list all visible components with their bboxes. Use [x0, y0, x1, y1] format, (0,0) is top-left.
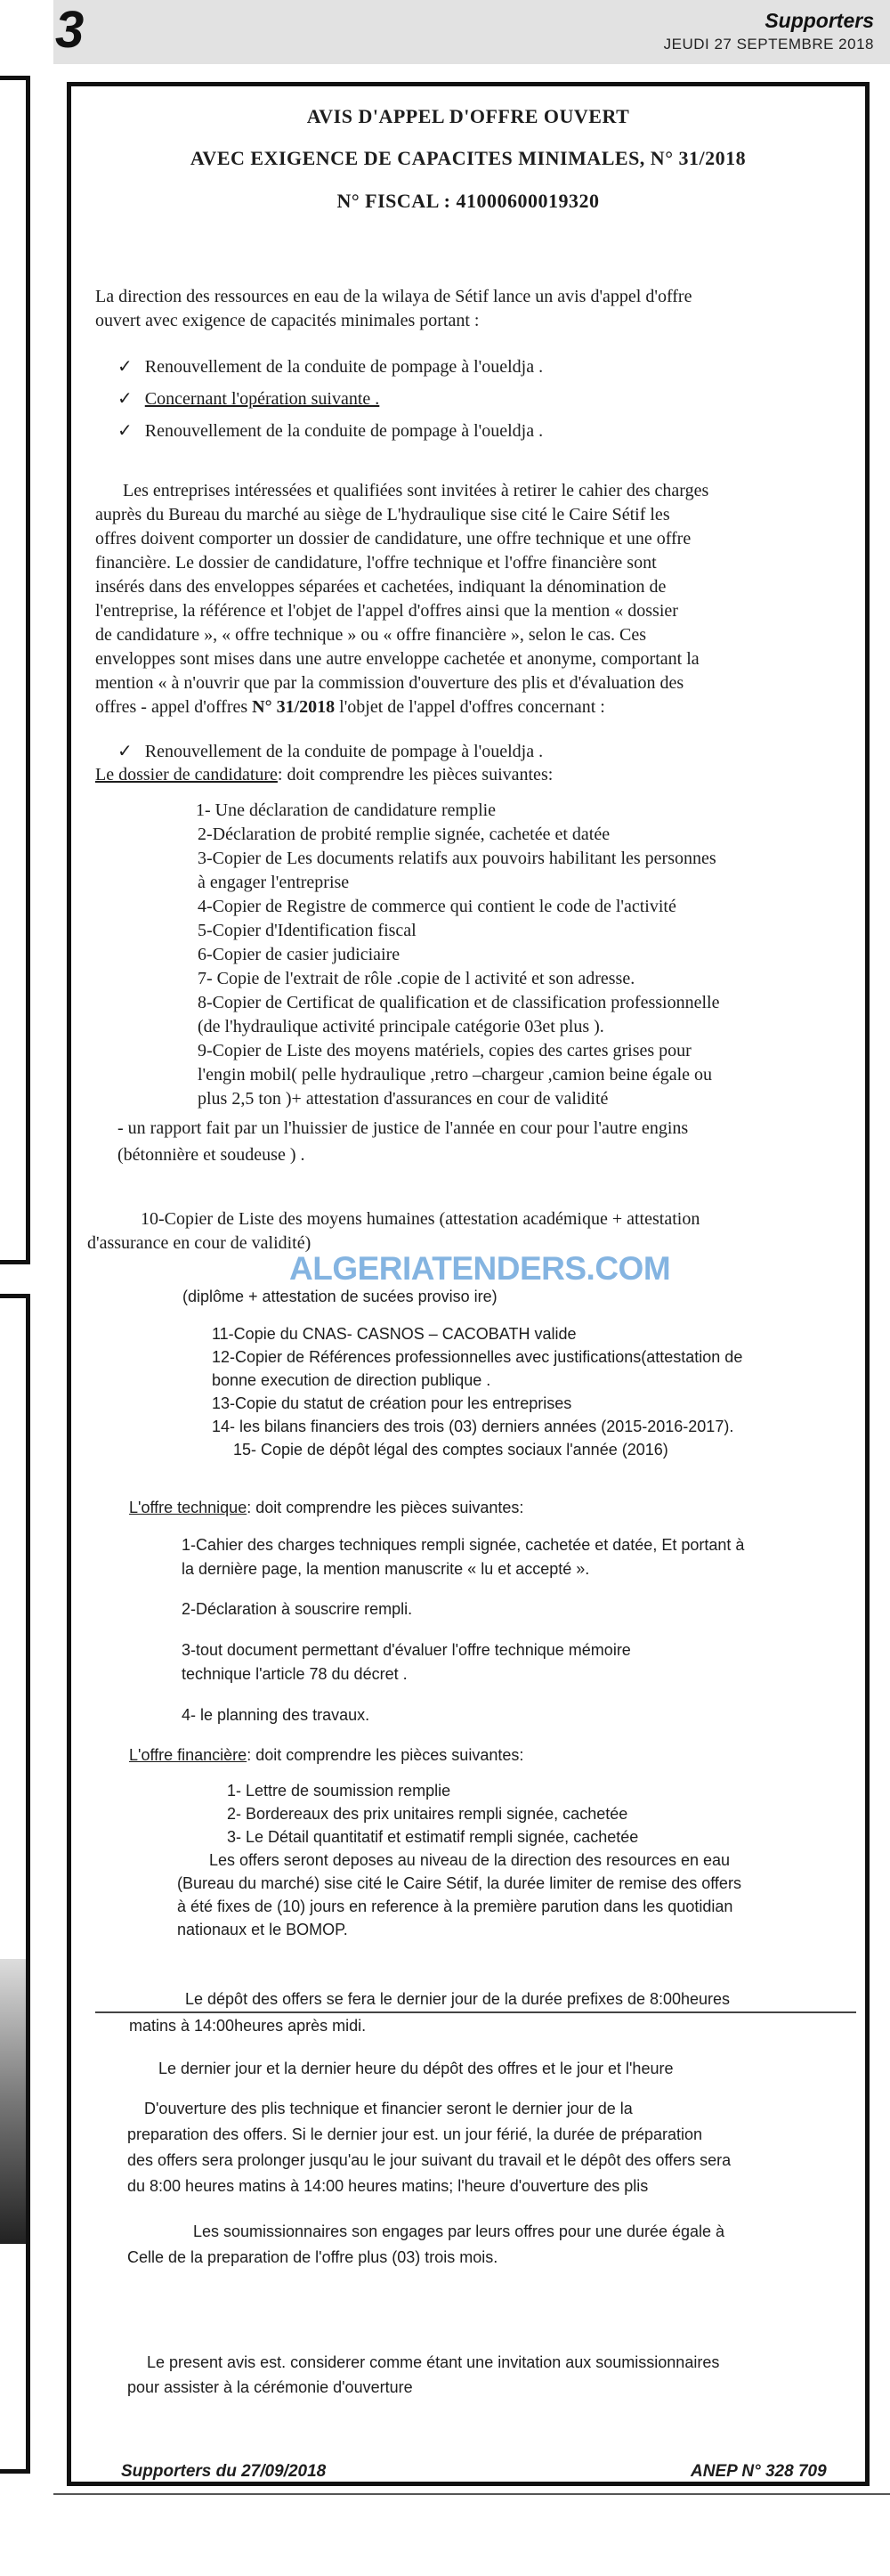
list-item: 3-Copier de Les documents relatifs aux pouvoirs habilitant les personnes: [198, 849, 716, 868]
ouverture-line: des offers sera prolonger jusqu'au le jour suivant du travail et le dépôt des offers sera: [127, 2151, 732, 2169]
footer-publication: Supporters du 27/09/2018: [116, 2462, 331, 2482]
list-item: à engager l'entreprise: [198, 873, 350, 892]
list-item: 11-Copie du CNAS- CASNOS – CACOBATH valide: [212, 1325, 577, 1343]
item-10-line-2: d'assurance en cour de validité): [87, 1233, 312, 1253]
deposit-line: nationaux et le BOMOP.: [177, 1921, 348, 1938]
soumission-line-1: Les soumissionnaires son engages par leurs offres pour une durée égale à: [193, 2223, 725, 2240]
adjacent-ad-frame-bottom: [0, 1294, 30, 2474]
watermark: ALGERIATENDERS.COM: [289, 1250, 671, 1287]
list-item: 4-Copier de Registre de commerce qui contient le code de l'activité: [198, 897, 676, 916]
para-line: mention « à n'ouvrir que par la commission d'ouverture des plis et d'évaluation des: [95, 673, 684, 693]
list-item: 1- Une déclaration de candidature remplie: [196, 800, 497, 820]
para-line: auprès du Bureau du marché au siège de L'hydraulique sise cité le Caire Sétif les: [95, 505, 670, 524]
deposit-line: (Bureau du marché) sise cité le Caire Sétif, la durée limiter de remise des offers: [177, 1874, 741, 1892]
present-line-2: pour assister à la cérémonie d'ouverture: [127, 2378, 413, 2396]
intro-line-1: La direction des ressources en eau de la wilaya de Sétif lance un avis d'appel d'offre: [95, 287, 692, 306]
list-item: 2-Déclaration de probité remplie signée, cachetée et datée: [198, 825, 611, 844]
tech-item-3a: 3-tout document permettant d'évaluer l'offre technique mémoire: [182, 1641, 631, 1659]
list-item: 7- Copie de l'extrait de rôle .copie de l activité et son adresse.: [198, 969, 635, 988]
publication-date: JEUDI 27 SEPTEMBRE 2018: [663, 36, 874, 53]
ouverture-line: preparation des offers. Si le dernier jour est. un jour férié, la durée de préparation: [127, 2125, 703, 2143]
para-line: offres doivent comporter un dossier de candidature, une offre technique et une offre: [95, 529, 692, 549]
ouverture-line: du 8:00 heures matins à 14:00 heures matins; l'heure d'ouverture des plis: [127, 2177, 649, 2195]
fin-item: 3- Le Détail quantitatif et estimatif rempli signée, cachetée: [227, 1828, 639, 1846]
diplome-note: (diplôme + attestation de sucées proviso ire): [182, 1288, 498, 1305]
list-item: plus 2,5 ton )+ attestation d'assurances en cour de validité: [198, 1089, 609, 1109]
footer-anep-number: ANEP N° 328 709: [685, 2462, 832, 2482]
list-item: 9-Copier de Liste des moyens matériels, copies des cartes grises pour: [198, 1041, 692, 1060]
fiscal-number: N° FISCAL : 41000600019320: [336, 190, 600, 212]
para-line: Les entreprises intéressées et qualifiées sont invitées à retirer le cahier des charges: [123, 481, 709, 500]
newspaper-logo: 3: [55, 1, 85, 59]
para-line: insérés dans des enveloppes séparées et cachetées, indiquant la dénomination de: [95, 577, 667, 597]
para-line: enveloppes sont mises dans une autre enveloppe cachetée et anonyme, comportant la: [95, 649, 700, 669]
fin-item: 2- Bordereaux des prix unitaires rempli signée, cachetée: [227, 1805, 628, 1823]
list-item: l'engin mobil( pelle hydraulique ,retro –chargeur ,camion beine égale ou: [198, 1065, 713, 1085]
present-line-1: Le present avis est. considerer comme étant une invitation aux soumissionnaires: [147, 2353, 720, 2371]
tech-item-1b: la dernière page, la mention manuscrite « lu et accepté ».: [182, 1560, 590, 1578]
list-item: bonne execution de direction publique .: [212, 1371, 491, 1389]
deposit-line: Les offers seront deposes au niveau de la direction des resources en eau: [209, 1851, 731, 1869]
notice-title: AVIS D'APPEL D'OFFRE OUVERT: [306, 105, 630, 127]
fin-heading: L'offre financière: doit comprendre les pièces suivantes:: [129, 1746, 524, 1764]
adjacent-photo-fragment: [0, 1959, 26, 2244]
tech-item-4: 4- le planning des travaux.: [182, 1706, 370, 1724]
tech-item-1a: 1-Cahier des charges techniques rempli signée, cachetée et datée, Et portant à: [182, 1536, 745, 1554]
dernier-line: Le dernier jour et la dernier heure du dépôt des offres et le jour et l'heure: [158, 2060, 674, 2077]
check-item-2: ✓ Concernant l'opération suivante .: [117, 386, 379, 411]
rapport-line-2: (bétonnière et soudeuse ) .: [117, 1145, 305, 1165]
list-item: 14- les bilans financiers des trois (03) derniers années (2015-2016-2017).: [212, 1418, 734, 1435]
list-item: 13-Copie du statut de création pour les entreprises: [212, 1394, 572, 1412]
notice-subtitle: AVEC EXIGENCE DE CAPACITES MINIMALES, N° 31/2018: [190, 147, 747, 169]
list-item: (de l'hydraulique activité principale catégorie 03et plus ).: [198, 1017, 604, 1036]
ouverture-line: D'ouverture des plis technique et financier seront le dernier jour de la: [144, 2100, 633, 2117]
tech-heading: L'offre technique: doit comprendre les pièces suivantes:: [129, 1499, 524, 1516]
list-item: 15- Copie de dépôt légal des comptes sociaux l'année (2016): [233, 1441, 668, 1459]
dossier-heading: Le dossier de candidature: doit comprendre les pièces suivantes:: [95, 765, 554, 784]
tech-item-3b: technique l'article 78 du décret .: [182, 1665, 408, 1683]
check-item-1: ✓ Renouvellement de la conduite de pompage à l'oueldja .: [117, 354, 543, 379]
para-line: l'entreprise, la référence et l'objet de l'appel d'offres ainsi que la mention « dossier: [95, 601, 678, 621]
depot-line-1: Le dépôt des offers se fera le dernier jour de la durée prefixes de 8:00heures: [185, 1990, 731, 2008]
publication-name: Supporters: [765, 9, 874, 32]
list-item: 12-Copier de Références professionnelles avec justifications(attestation de: [212, 1348, 743, 1366]
list-item: 8-Copier de Certificat de qualification et de classification professionnelle: [198, 993, 720, 1012]
adjacent-ad-frame-top: [0, 76, 30, 1264]
soumission-line-2: Celle de la preparation de l'offre plus (03) trois mois.: [127, 2248, 498, 2266]
para-line-last: offres - appel d'offres N° 31/2018 l'objet de l'appel d'offres concernant :: [95, 697, 605, 717]
para-line: financière. Le dossier de candidature, l'offre technique et l'offre financière sont: [95, 553, 657, 573]
para-line: de candidature », « offre technique » ou « offre financière », selon le cas. Ces: [95, 625, 647, 645]
fin-item: 1- Lettre de soumission remplie: [227, 1782, 451, 1800]
check-item-3: ✓ Renouvellement de la conduite de pompage à l'oueldja .: [117, 418, 543, 443]
deposit-line: à été fixes de (10) jours en reference à la première parution dans les quotidian: [177, 1897, 733, 1915]
rapport-line-1: - un rapport fait par un l'huissier de justice de l'année en cour pour l'autre engins: [117, 1118, 689, 1138]
separator-line: [95, 2011, 856, 2013]
list-item: 6-Copier de casier judiciaire: [198, 945, 400, 964]
list-item: 5-Copier d'Identification fiscal: [198, 921, 417, 940]
tech-item-2: 2-Déclaration à souscrire rempli.: [182, 1600, 413, 1618]
intro-line-2: ouvert avec exigence de capacités minimales portant :: [95, 311, 480, 330]
item-10-line-1: 10-Copier de Liste des moyens humaines (attestation académique + attestation: [141, 1209, 700, 1229]
page-bottom-rule: [53, 2493, 890, 2495]
depot-line-2: matins à 14:00heures après midi.: [129, 2017, 367, 2035]
check-item-4: ✓ Renouvellement de la conduite de pompage à l'oueldja .: [117, 739, 543, 764]
